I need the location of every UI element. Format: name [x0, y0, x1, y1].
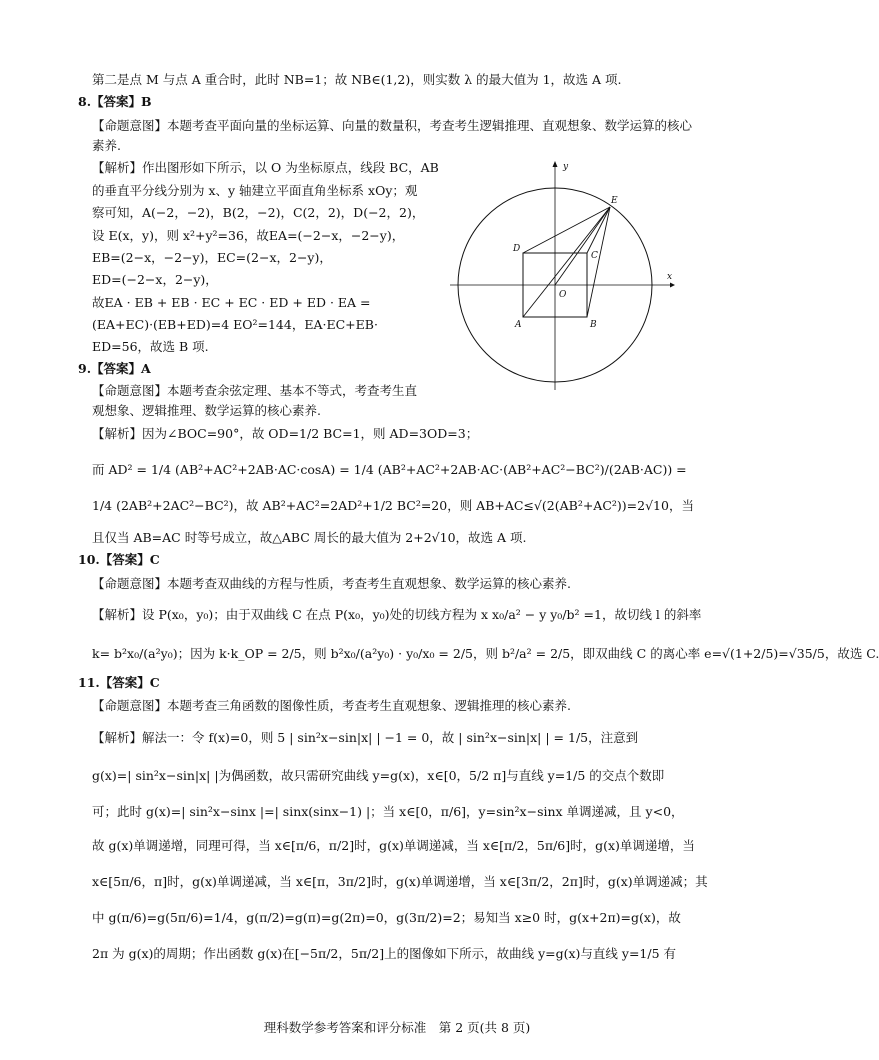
label-c: C	[591, 251, 598, 261]
text-line-3: 【命题意图】本题考查平面向量的坐标运算、向量的数量积，考查考生逻辑推理、直观想象、数学运算的核心	[92, 118, 693, 133]
text-line-8: 设 E(x，y)，则 x²+y²=36，故EA=(−2−x，−2−y)，	[92, 228, 405, 243]
text-line-2: 8.【答案】B	[78, 94, 152, 109]
label-x: x	[667, 272, 673, 282]
text-line-7: 察可知，A(−2，−2)，B(2，−2)，C(2，2)，D(−2，2)，	[92, 205, 425, 220]
text-line-25: 11.【答案】C	[78, 675, 160, 690]
label-b: B	[590, 320, 597, 330]
segment-ed	[523, 207, 610, 253]
text-line-27: 【解析】解法一：令 f(x)=0，则 5 | sin²x−sin|x| | −1 = 0，故 | sin²x−sin|x| | = 1/5，注意到	[92, 730, 639, 745]
text-line-9: EB=(2−x，−2−y)，EC=(2−x，2−y)，	[92, 250, 332, 265]
text-line-31: x∈[5π/6，π]时，g(x)单调递减，当 x∈[π，3π/2]时，g(x)单调递增，当 x∈[3π/2，2π]时，g(x)单调递减；其	[92, 874, 708, 889]
circle-square-diagram	[445, 155, 685, 395]
text-line-4: 素养.	[92, 138, 121, 153]
text-line-30: 故 g(x)单调递增，同理可得，当 x∈[π/6，π/2]时，g(x)单调递减，当 x∈[π/2，5π/6]时，g(x)单调递增，当	[92, 838, 695, 853]
text-line-19: 1/4 (2AB²+2AC²−BC²)，故 AB²+AC²=2AD²+1/2 BC²=20，则 AB+AC≤√(2(AB²+AC²))=2√10，当	[92, 498, 694, 513]
text-line-20: 且仅当 AB=AC 时等号成立，故△ABC 周长的最大值为 2+2√10，故选 A 项.	[92, 530, 527, 545]
text-line-22: 【命题意图】本题考查双曲线的方程与性质，考查考生直观想象、数学运算的核心素养.	[92, 576, 571, 591]
text-line-5: 【解析】作出图形如下所示，以 O 为坐标原点，线段 BC，AB	[92, 160, 439, 175]
text-line-10: ED=(−2−x，2−y)，	[92, 272, 218, 287]
text-line-1: 第二是点 M 与点 A 重合时，此时 NB=1；故 NB∈(1,2)，则实数 λ 的最大值为 1，故选 A 项.	[92, 72, 622, 87]
label-d: D	[513, 244, 521, 254]
text-line-16: 观想象、逻辑推理、数学运算的核心素养.	[92, 403, 321, 418]
x-axis-arrow	[670, 283, 675, 288]
text-line-6: 的垂直平分线分别为 x、y 轴建立平面直角坐标系 xOy；观	[92, 183, 418, 198]
text-line-28: g(x)=| sin²x−sin|x| |为偶函数，故只需研究曲线 y=g(x)，x∈[0，5/2 π]与直线 y=1/5 的交点个数即	[92, 768, 665, 783]
text-line-13: ED=56，故选 B 项.	[92, 339, 209, 354]
label-a: A	[515, 320, 522, 330]
y-axis-arrow	[553, 161, 558, 167]
text-line-33: 2π 为 g(x)的周期；作出函数 g(x)在[−5π/2，5π/2]上的图像如下所示，故曲线 y=g(x)与直线 y=1/5 有	[92, 946, 677, 961]
label-e: E	[611, 196, 618, 206]
text-line-23: 【解析】设 P(x₀，y₀)；由于双曲线 C 在点 P(x₀，y₀)处的切线方程为 x x₀/a² − y y₀/b² =1，故切线 l 的斜率	[92, 607, 702, 622]
text-line-29: 可；此时 g(x)=| sin²x−sinx |=| sinx(sinx−1) |；当 x∈[0，π/6]，y=sin²x−sinx 单调递减，且 y<0，	[92, 804, 684, 819]
text-line-32: 中 g(π/6)=g(5π/6)=1/4，g(π/2)=g(π)=g(2π)=0，g(3π/2)=2；易知当 x≥0 时，g(x+2π)=g(x)，故	[92, 910, 681, 925]
label-o: O	[559, 290, 567, 300]
text-line-26: 【命题意图】本题考查三角函数的图像性质，考查考生直观想象、逻辑推理的核心素养.	[92, 698, 571, 713]
text-line-18: 而 AD² = 1/4 (AB²+AC²+2AB·AC·cosA) = 1/4 (AB²+AC²+2AB·AC·(AB²+AC²−BC²)/(2AB·AC)) =	[92, 462, 687, 477]
text-line-12: (EA+EC)·(EB+ED)=4 EO²=144，EA·EC+EB·	[92, 317, 378, 332]
text-line-14: 9.【答案】A	[78, 361, 151, 376]
segment-ea	[523, 207, 610, 317]
text-line-24: k= b²x₀/(a²y₀)；因为 k·k_OP = 2/5，则 b²x₀/(a²y₀) · y₀/x₀ = 2/5，则 b²/a² = 2/5，即双曲线 C 的离心率 e=√(1+2/5)=√35/5，故选 C.	[92, 646, 879, 661]
page-footer: 理科数学参考答案和评分标准 第 2 页(共 8 页)	[263, 1020, 531, 1035]
label-y: y	[563, 162, 569, 172]
segment-ec	[587, 207, 610, 253]
text-line-17: 【解析】因为∠BOC=90°，故 OD=1/2 BC=1，则 AD=3OD=3；	[92, 426, 479, 441]
text-line-21: 10.【答案】C	[78, 552, 160, 567]
text-line-15: 【命题意图】本题考查余弦定理、基本不等式，考查考生直	[92, 383, 418, 398]
text-line-11: 故EA · EB + EB · EC + EC · ED + ED · EA =	[92, 295, 371, 310]
vector-figure	[445, 155, 685, 395]
